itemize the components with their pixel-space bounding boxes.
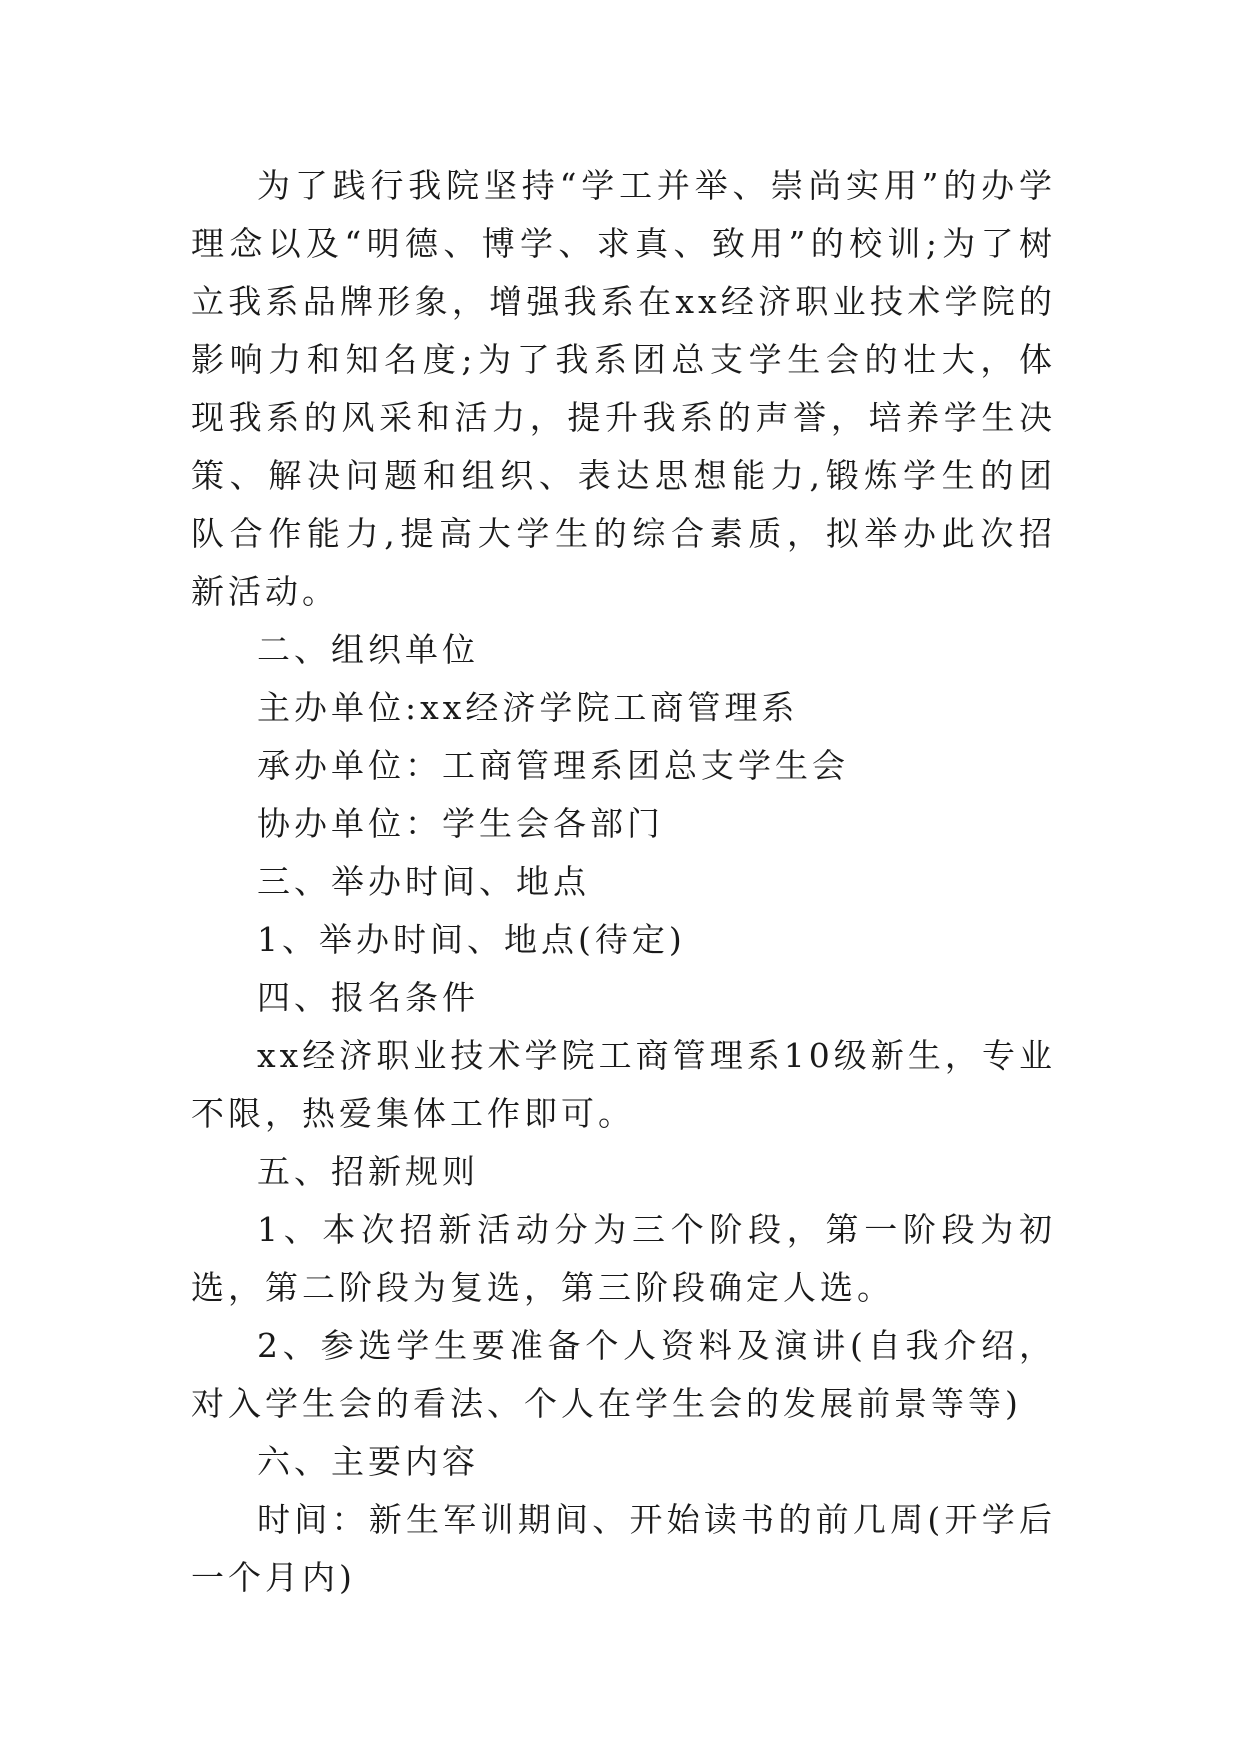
section-heading-eligibility: 四、报名条件 [257, 978, 479, 1017]
rules-item-1: 1、本次招新活动分为三个阶段，第一阶段为初选，第二阶段为复选，第三阶段确定人选。 [191, 1210, 1056, 1307]
rules-item-2: 2、参选学生要准备个人资料及演讲(自我介绍，对入学生会的看法、个人在学生会的发展前景等等) [191, 1326, 1056, 1423]
section-heading-main-content: 六、主要内容 [257, 1442, 479, 1481]
co-organizer-unit-line: 协办单位：学生会各部门 [257, 804, 664, 843]
section-heading-rules: 五、招新规则 [257, 1152, 479, 1191]
main-content-time-line: 时间：新生军训期间、开始读书的前几周(开学后一个月内) [191, 1500, 1056, 1597]
section-heading-organizers: 二、组织单位 [257, 630, 479, 669]
host-unit-line: 主办单位:xx经济学院工商管理系 [257, 688, 799, 727]
eligibility-paragraph: xx经济职业技术学院工商管理系10级新生，专业不限，热爱集体工作即可。 [191, 1036, 1056, 1133]
time-place-item: 1、举办时间、地点(待定) [257, 920, 686, 959]
document-body [191, 157, 1056, 1607]
section-heading-time-place: 三、举办时间、地点 [257, 862, 590, 901]
organizer-unit-line: 承办单位：工商管理系团总支学生会 [257, 746, 849, 785]
intro-paragraph: 为了践行我院坚持“学工并举、崇尚实用”的办学理念以及“明德、博学、求真、致用”的校训;为了树立我系品牌形象，增强我系在xx经济职业技术学院的影响力和知名度;为了我系团总支学生会的壮大，体现我系的风采和活力，提升我系的声誉，培养学生决策、解决问题和组织、表达思想能力,锻炼学生的团队合作能力,提高大学生的综合素质，拟举办此次招新活动。 [191, 166, 1056, 611]
